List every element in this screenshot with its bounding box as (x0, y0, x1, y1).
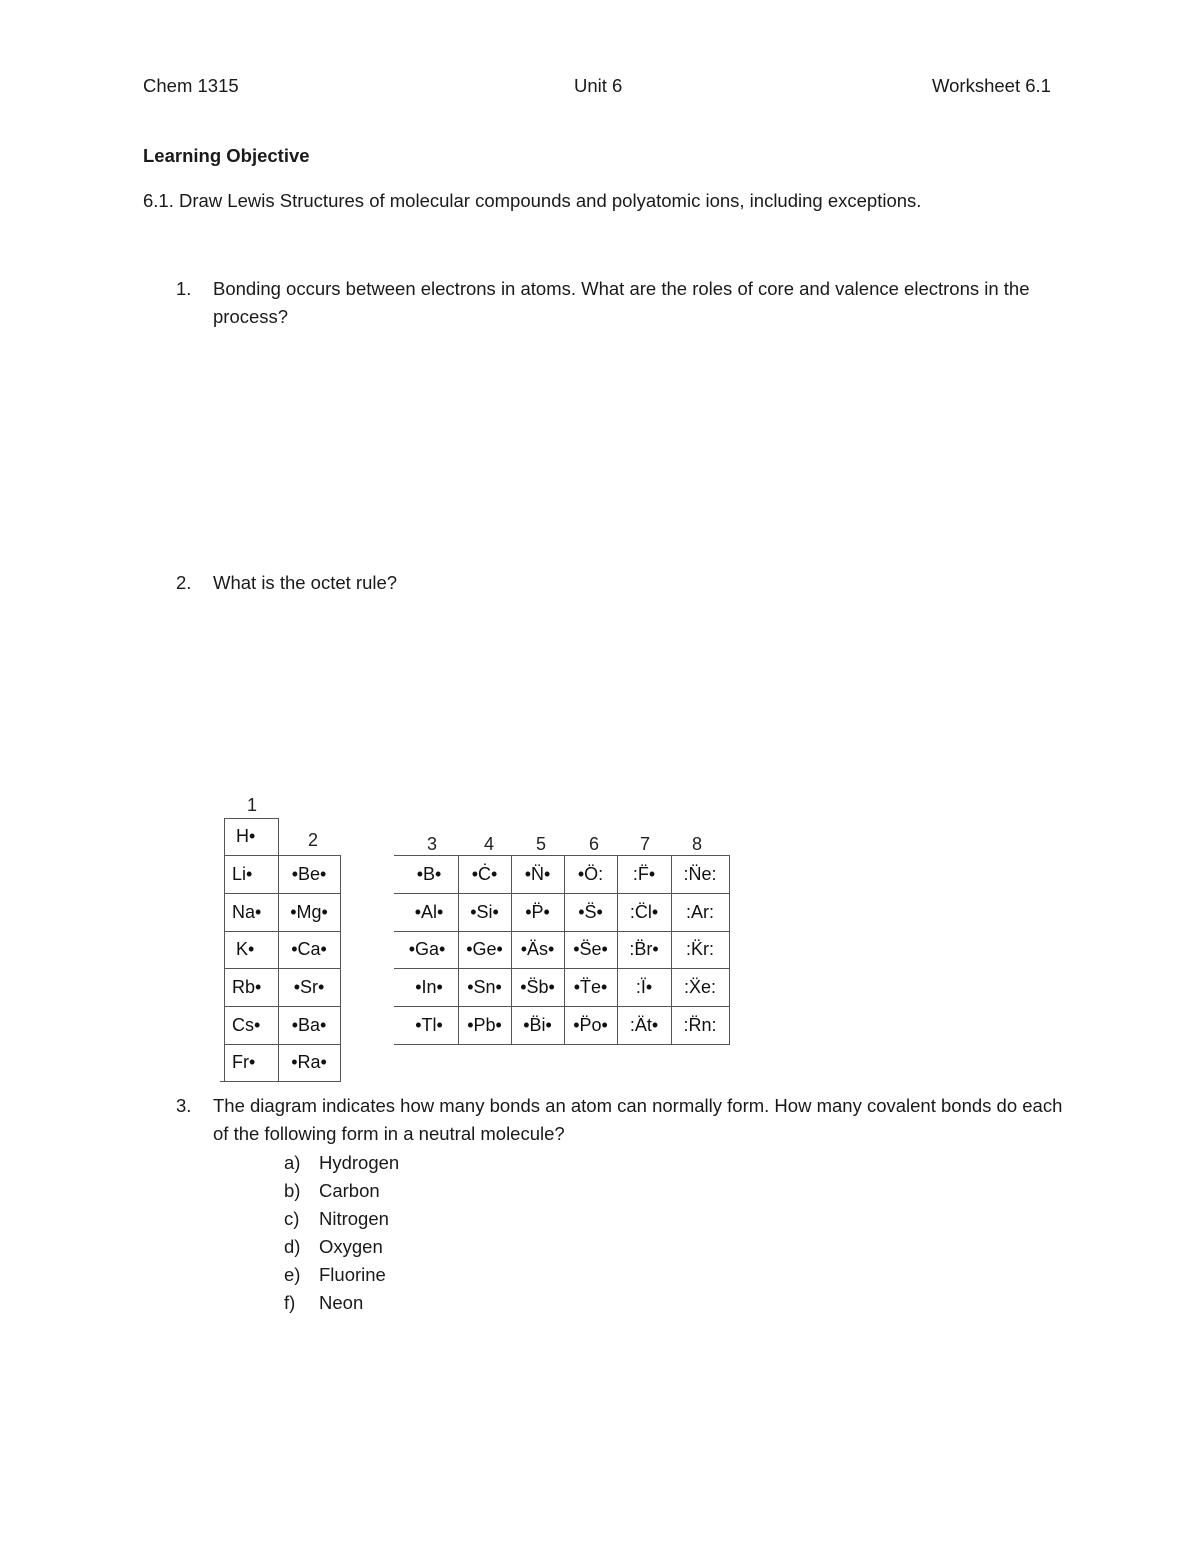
lewis-cell-ne: :N̈e: (683, 863, 717, 884)
question-2-number: 2. (176, 572, 192, 593)
group-label-6: 6 (589, 834, 600, 854)
lewis-cell-ar: :Ar: (685, 901, 714, 922)
lewis-cell-as: •Äs• (520, 939, 555, 959)
lewis-cell-ba: •Ba• (291, 1014, 327, 1035)
lewis-cell-rb: Rb• (232, 976, 262, 997)
lewis-cell-tl: •Tl• (415, 1014, 443, 1035)
subitem-e-letter: e) (284, 1264, 301, 1285)
lewis-cell-sn: •Sn• (467, 976, 502, 997)
question-2-text: What is the octet rule? (213, 572, 398, 593)
question-3-text: The diagram indicates how many bonds an atom can normally form. How many covalent bonds do each of the following form in a neutral molecule? (213, 1095, 1063, 1144)
lewis-cell-n: •N̈• (524, 863, 551, 884)
lewis-cell-ge: •Ge• (466, 939, 503, 959)
lewis-cell-fr: Fr• (232, 1052, 256, 1072)
lewis-cell-in: •In• (415, 976, 443, 997)
lewis-cell-bi: •B̈i• (523, 1014, 552, 1035)
group-label-5: 5 (536, 834, 547, 854)
question-1-number: 1. (176, 278, 192, 299)
subitem-a-letter: a) (284, 1152, 301, 1173)
subitem-c-text: Nitrogen (319, 1208, 389, 1229)
group-label-1: 1 (247, 795, 258, 815)
question-3-number: 3. (176, 1095, 192, 1116)
group-label-7: 7 (640, 834, 651, 854)
group-label-3: 3 (427, 834, 438, 854)
lewis-cell-li: Li• (232, 863, 253, 884)
lewis-cell-f: :F̈• (632, 863, 656, 884)
subitem-d-letter: d) (284, 1236, 301, 1257)
lewis-cell-na: Na• (232, 901, 262, 922)
subitem-f-letter: f) (284, 1292, 296, 1313)
lewis-cell-be: •Be• (291, 863, 327, 884)
lewis-cell-si: •Si• (470, 901, 499, 922)
lewis-cell-al: •Al• (414, 901, 444, 922)
lewis-cell-kr: :K̈r: (685, 939, 714, 959)
lewis-cell-c: •Ċ• (471, 863, 498, 884)
lewis-cell-te: •T̈e• (573, 976, 608, 997)
unit-label: Unit 6 (574, 75, 623, 96)
lewis-cell-rn: :R̈n: (683, 1014, 717, 1035)
lewis-cell-k: K• (236, 939, 255, 959)
lewis-cell-i: :Ï• (635, 976, 653, 997)
subitem-b-text: Carbon (319, 1180, 380, 1201)
lewis-cell-po: •P̈o• (573, 1014, 608, 1035)
lewis-cell-ga: •Ga• (408, 939, 446, 959)
lewis-cell-cs: Cs• (232, 1014, 261, 1035)
lewis-cell-b: •B• (416, 863, 442, 884)
lewis-cell-se: •S̈e• (573, 939, 608, 959)
objective-title: Learning Objective (143, 145, 310, 166)
lewis-cell-sr: •Sr• (293, 976, 325, 997)
group-label-2: 2 (308, 830, 319, 850)
course-label: Chem 1315 (143, 75, 239, 96)
worksheet-label: Worksheet 6.1 (932, 75, 1051, 96)
lewis-cell-s: •S̈• (578, 901, 603, 922)
lewis-cell-ca: •Ca• (291, 939, 327, 959)
subitem-d-text: Oxygen (319, 1236, 383, 1257)
group-label-8: 8 (692, 834, 703, 854)
objective-text: 6.1. Draw Lewis Structures of molecular compounds and polyatomic ions, including exceptions. (143, 190, 922, 211)
question-1-text: Bonding occurs between electrons in atoms. What are the roles of core and valence electrons in the process? (213, 278, 1030, 327)
group-label-4: 4 (484, 834, 495, 854)
lewis-cell-sb: •S̈b• (520, 976, 555, 997)
lewis-cell-o: •Ö: (577, 863, 604, 884)
lewis-cell-p: •P̈• (525, 901, 550, 922)
lewis-cell-br: :B̈r• (629, 939, 659, 959)
lewis-cell-mg: •Mg• (290, 901, 328, 922)
lewis-cell-pb: •Pb• (467, 1014, 502, 1035)
lewis-cell-cl: :C̈l• (629, 901, 659, 922)
subitem-e-text: Fluorine (319, 1264, 386, 1285)
subitem-c-letter: c) (284, 1208, 300, 1229)
lewis-cell-h: H• (236, 826, 256, 846)
lewis-cell-at: :Ät• (629, 1014, 659, 1035)
lewis-cell-ra: •Ra• (291, 1052, 327, 1072)
subitem-f-text: Neon (319, 1292, 364, 1313)
lewis-cell-xe: :Ẍe: (683, 976, 717, 997)
subitem-b-letter: b) (284, 1180, 301, 1201)
subitem-a-text: Hydrogen (319, 1152, 400, 1173)
